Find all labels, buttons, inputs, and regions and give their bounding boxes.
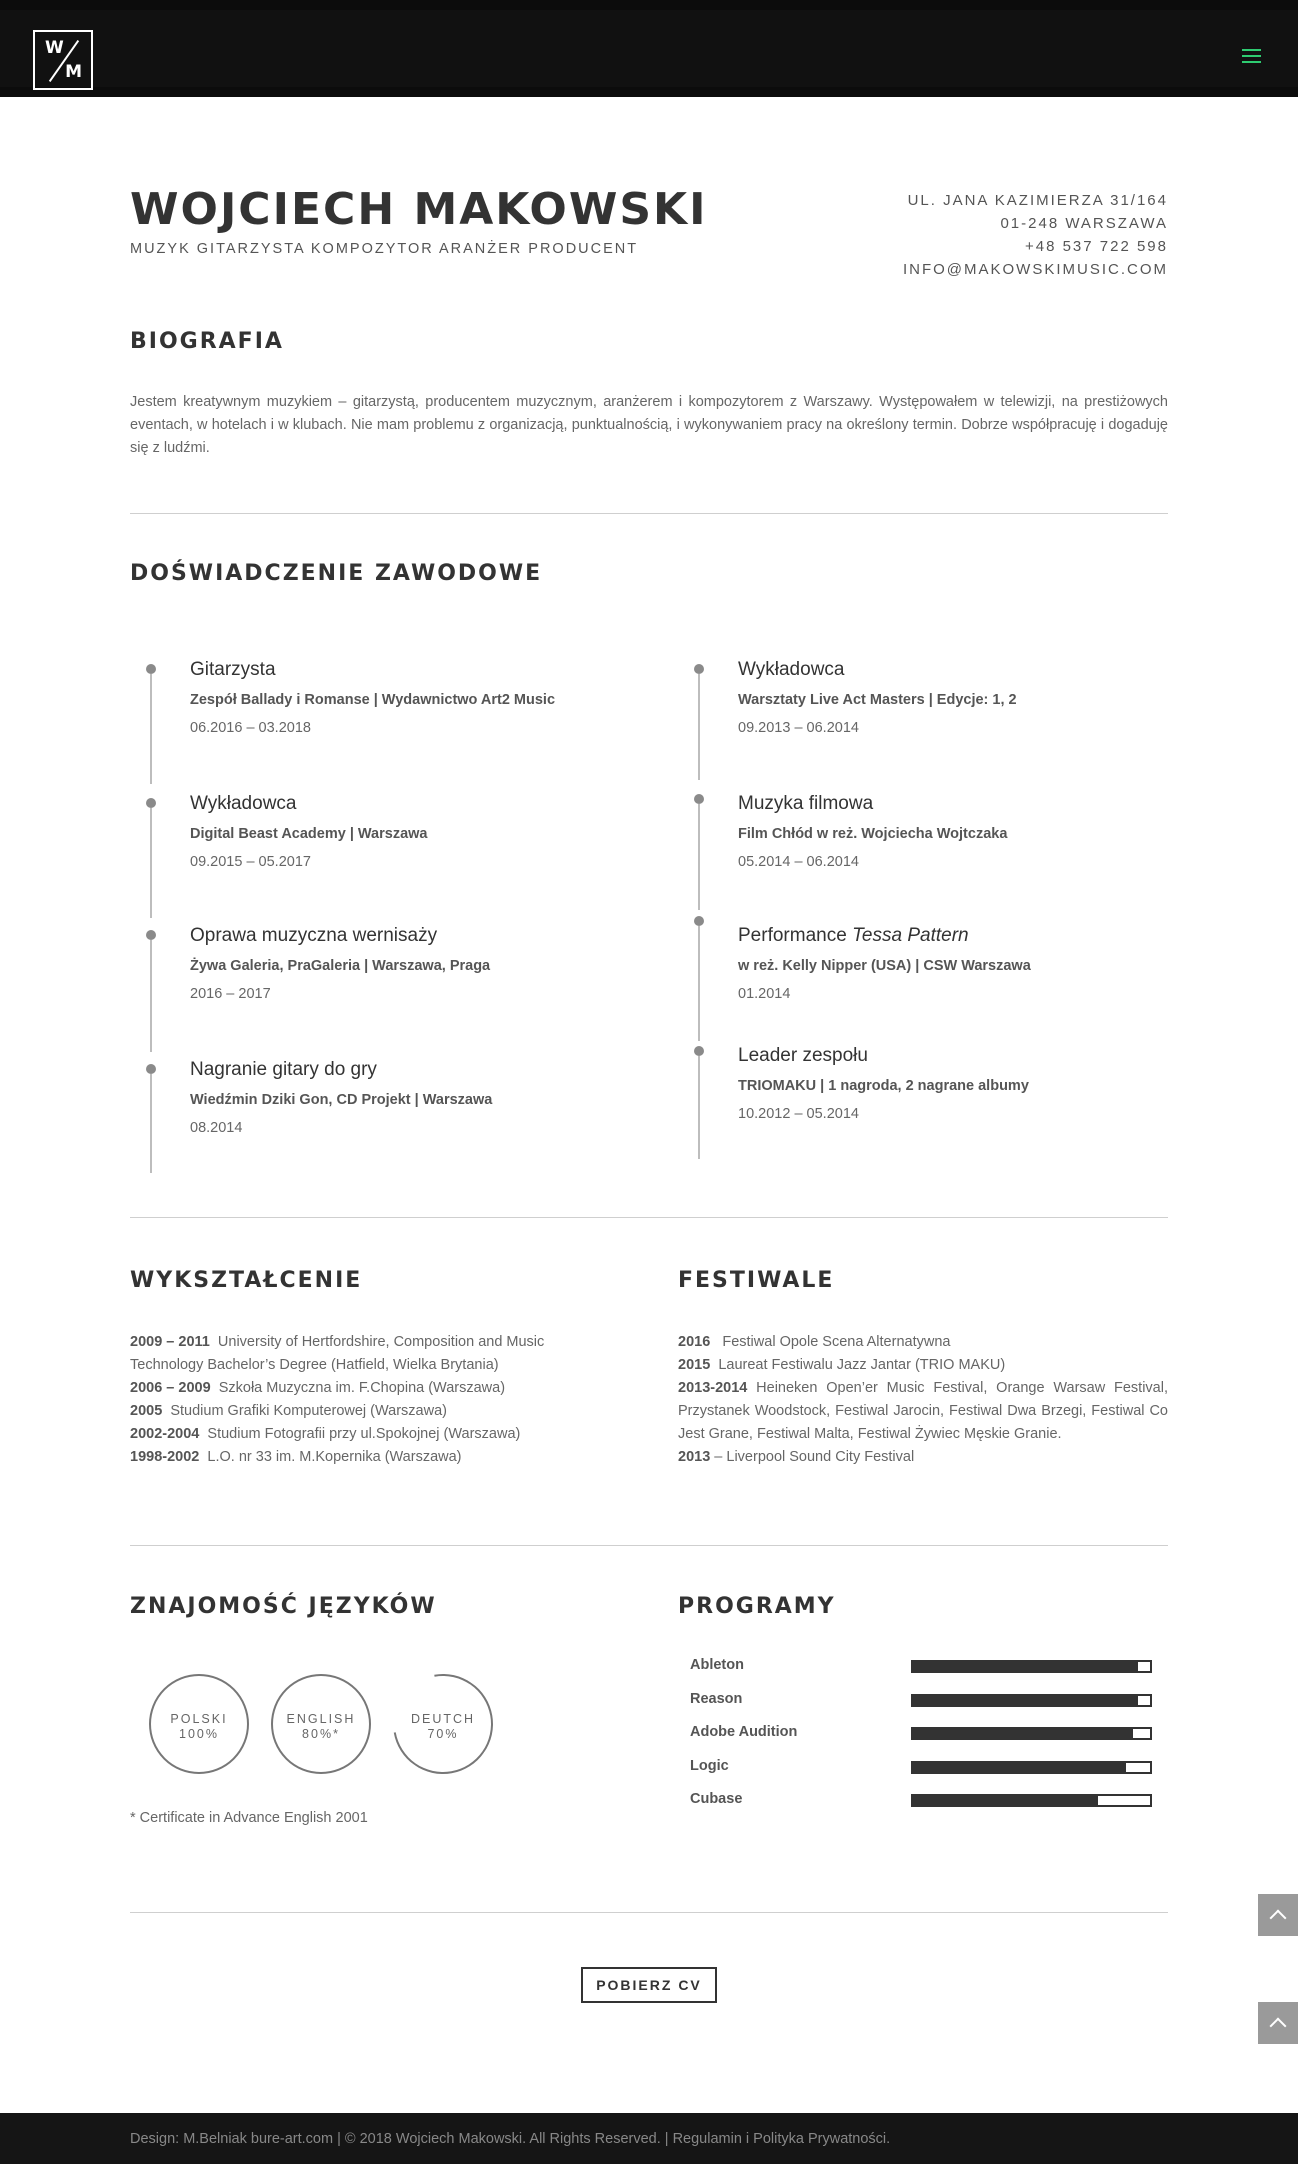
experience-title [738, 925, 969, 947]
timeline-dot [146, 930, 156, 940]
education-item [130, 1423, 600, 1446]
programs-heading: PROGRAMY [678, 1594, 836, 1619]
contact-phone[interactable]: +48 537 722 598 [1024, 238, 1168, 255]
education-list [130, 1331, 600, 1469]
contact-email[interactable]: INFO@MAKOWSKIMUSIC.COM [902, 261, 1168, 278]
timeline-dot [694, 664, 704, 674]
education-item [130, 1446, 600, 1469]
chevron-up-icon [1270, 1910, 1287, 1927]
language-label-wrap [395, 1676, 491, 1772]
divider [130, 1217, 1168, 1218]
language-name: POLSKI [170, 1712, 228, 1726]
festival-item [678, 1354, 1168, 1377]
education-item [130, 1400, 600, 1423]
timeline-line [150, 808, 152, 918]
experience-subtitle: Warsztaty Live Act Masters | Edycje: 1, 2 [738, 692, 1017, 708]
experience-subtitle: Digital Beast Academy | Warszawa [190, 826, 428, 842]
program-label: Adobe Audition [690, 1724, 798, 1740]
timeline-line [698, 674, 700, 780]
experience-subtitle: w reż. Kelly Nipper (USA) | CSW Warszawa [738, 958, 1031, 974]
download-cv-button[interactable]: POBIERZ CV [581, 1967, 717, 2003]
bio-text: Jestem kreatywnym muzykiem – gitarzystą, producentem muzycznym, aranżerem i kompozytorem z Warszawy. Występowałem w telewizji, na prestiżowych eventach, w hotelach i w klubach. Nie mam problemu z organizacją, punktualnością, i wykonywaniem pracy na określony termin. Dobrze współpracuję i dogaduję się z ludźmi. [130, 394, 1168, 456]
contact-address: UL. JANA KAZIMIERZA 31/164 [907, 192, 1168, 209]
festival-item [678, 1446, 1168, 1469]
contact-city: 01-248 WARSZAWA [1000, 215, 1168, 232]
experience-subtitle: Wiedźmin Dziki Gon, CD Projekt | Warszawa [190, 1092, 493, 1108]
top-navigation-bar [0, 0, 1298, 97]
program-bar-fill [913, 1729, 1133, 1738]
experience-date: 01.2014 [738, 986, 791, 1002]
site-logo[interactable] [33, 30, 93, 90]
experience-date: 05.2014 – 06.2014 [738, 854, 859, 870]
festival-year: 2015 [678, 1357, 711, 1373]
hamburger-menu-icon[interactable] [1242, 49, 1261, 65]
timeline-dot [694, 1046, 704, 1056]
timeline-line [698, 804, 700, 910]
program-label: Ableton [690, 1657, 744, 1673]
education-item [130, 1331, 600, 1377]
program-bar-fill [913, 1696, 1138, 1705]
timeline-dot [146, 664, 156, 674]
experience-subtitle: TRIOMAKU | 1 nagroda, 2 nagrane albumy [738, 1078, 1029, 1094]
language-percent: 100% [179, 1727, 219, 1741]
festivals-heading: FESTIWALE [678, 1268, 835, 1293]
experience-title: Leader zespołu [738, 1045, 868, 1066]
divider [130, 513, 1168, 514]
education-text: University of Hertfordshire, Composition and Music Technology Bachelor’s Degree (Hatfield, Wielka Brytania) [130, 1334, 545, 1373]
experience-date: 09.2015 – 05.2017 [190, 854, 311, 870]
festival-year: 2013 [678, 1449, 711, 1465]
timeline-dot [694, 916, 704, 926]
education-years: 2006 – 2009 [130, 1380, 211, 1396]
program-bar-fill [913, 1662, 1138, 1671]
experience-title: Oprawa muzyczna wernisaży [190, 925, 438, 946]
language-percent: 80%* [302, 1727, 340, 1741]
scroll-to-top-button[interactable] [1258, 1894, 1298, 1936]
festival-year: 2013-2014 [678, 1380, 748, 1396]
experience-heading: DOŚWIADCZENIE ZAWODOWE [130, 561, 543, 586]
education-text: L.O. nr 33 im. M.Kopernika (Warszawa) [207, 1449, 462, 1465]
logo-letter-m: M [65, 62, 82, 82]
education-heading: WYKSZTAŁCENIE [130, 1268, 363, 1293]
footer-text[interactable]: Design: M.Belniak bure-art.com | © 2018 Wojciech Makowski. All Rights Reserved. | Regulamin i Polityka Prywatności. [130, 2131, 891, 2147]
divider [130, 1912, 1168, 1913]
education-item [130, 1377, 600, 1400]
experience-title-text: Performance [738, 925, 847, 946]
education-text: Szkoła Muzyczna im. F.Chopina (Warszawa) [218, 1380, 506, 1396]
language-name: ENGLISH [286, 1712, 356, 1726]
festival-text: Laureat Festiwalu Jazz Jantar (TRIO MAKU) [718, 1357, 1006, 1373]
language-name: DEUTCH [410, 1712, 476, 1726]
timeline-line [150, 940, 152, 1052]
logo-letter-w: W [45, 38, 64, 58]
timeline-dot [694, 794, 704, 804]
divider [130, 1545, 1168, 1546]
program-bar [911, 1660, 1152, 1673]
education-years: 2009 – 2011 [130, 1334, 210, 1350]
experience-date: 08.2014 [190, 1120, 243, 1136]
program-bar [911, 1794, 1152, 1807]
education-text: Studium Fotografii przy ul.Spokojnej (Warszawa) [207, 1426, 521, 1442]
language-circle-deutch [373, 1654, 512, 1793]
experience-date: 10.2012 – 05.2014 [738, 1106, 859, 1122]
experience-subtitle: Zespół Ballady i Romanse | Wydawnictwo Art2 Music [190, 692, 556, 708]
festival-item [678, 1377, 1168, 1446]
certificate-note: * Certificate in Advance English 2001 [130, 1810, 368, 1826]
footer [0, 2113, 1298, 2164]
program-label: Reason [690, 1691, 743, 1707]
language-percent: 70% [427, 1727, 459, 1741]
roles-subtitle: MUZYK GITARZYSTA KOMPOZYTOR ARANŻER PRODUCENT [130, 241, 639, 257]
bio-heading: BIOGRAFIA [130, 329, 284, 354]
language-circle-english [271, 1674, 371, 1774]
festival-item [678, 1331, 1168, 1354]
festivals-list [678, 1331, 1168, 1469]
experience-date: 09.2013 – 06.2014 [738, 720, 859, 736]
timeline-line [150, 674, 152, 784]
experience-date: 06.2016 – 03.2018 [190, 720, 311, 736]
program-bar [911, 1761, 1152, 1774]
program-label: Logic [690, 1758, 729, 1774]
languages-heading: ZNAJOMOŚĆ JĘZYKÓW [130, 1594, 437, 1619]
program-label: Cubase [690, 1791, 743, 1807]
program-bar [911, 1727, 1152, 1740]
chevron-up-icon [1270, 2018, 1287, 2035]
contact-block [903, 189, 1168, 281]
experience-title: Muzyka filmowa [738, 793, 874, 814]
timeline-dot [146, 1064, 156, 1074]
festival-text: Heineken Open’er Music Festival, Orange Warsaw Festival, Przystanek Woodstock, Festiwal Jarocin, Festiwal Dwa Brzegi, Festiwal Co Jest Grane, Festiwal Malta, Festiwal Żywiec Męskie Granie. [678, 1380, 1168, 1442]
festival-year: 2016 [678, 1334, 711, 1350]
experience-title: Wykładowca [190, 793, 297, 814]
education-text: Studium Grafiki Komputerowej (Warszawa) [170, 1403, 447, 1419]
experience-subtitle: Żywa Galeria, PraGaleria | Warszawa, Praga [190, 958, 491, 974]
language-circle-polski [149, 1674, 249, 1774]
experience-subtitle: Film Chłód w reż. Wojciecha Wojtczaka [738, 826, 1008, 842]
experience-title: Wykładowca [738, 659, 845, 680]
timeline-line [698, 926, 700, 1041]
experience-date: 2016 – 2017 [190, 986, 271, 1002]
education-years: 1998-2002 [130, 1449, 200, 1465]
timeline-line [698, 1056, 700, 1159]
experience-title-italic: Tessa Pattern [852, 925, 969, 946]
festival-text: – Liverpool Sound City Festival [714, 1449, 915, 1465]
timeline-line [150, 1074, 152, 1173]
education-years: 2002-2004 [130, 1426, 200, 1442]
program-bar [911, 1694, 1152, 1707]
experience-title: Gitarzysta [190, 659, 276, 680]
program-bar-fill [913, 1796, 1098, 1805]
page-title: WOJCIECH MAKOWSKI [130, 184, 708, 235]
experience-title: Nagranie gitary do gry [190, 1059, 377, 1080]
scroll-to-top-button[interactable] [1258, 2002, 1298, 2044]
education-years: 2005 [130, 1403, 163, 1419]
program-bar-fill [913, 1763, 1126, 1772]
festival-text: Festiwal Opole Scena Alternatywna [722, 1334, 951, 1350]
timeline-dot [146, 798, 156, 808]
